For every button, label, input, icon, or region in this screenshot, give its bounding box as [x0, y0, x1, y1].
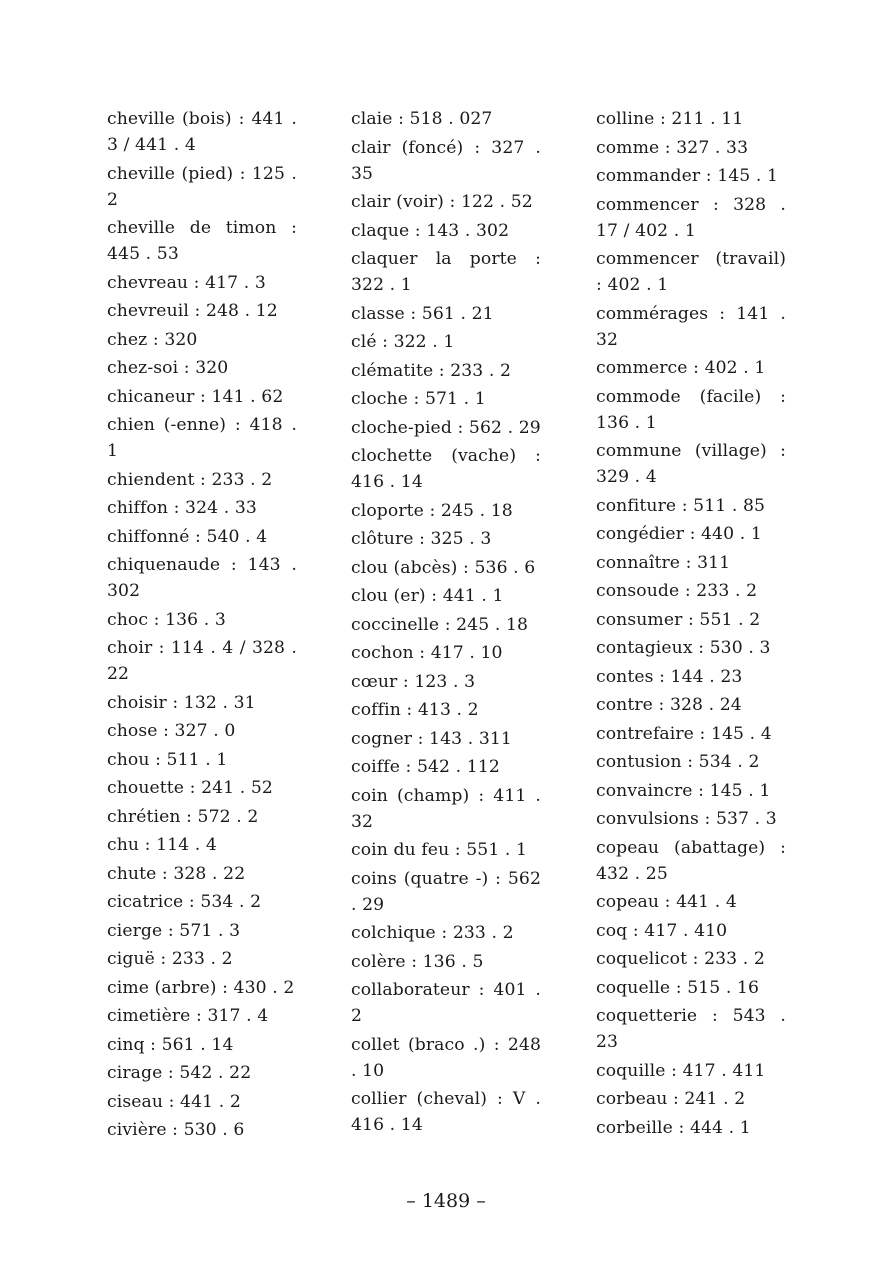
- index-entry: chicaneur : 141 . 62: [107, 386, 284, 407]
- index-entry: clair (voir) : 122 . 52: [351, 192, 533, 212]
- index-entry: coins (quatre -) : 562 . 29: [351, 868, 541, 915]
- index-entry: collet (braco .) : 248 . 10: [351, 1034, 541, 1081]
- index-entry: chevreuil : 248 . 12: [107, 301, 278, 321]
- index-entry: claie : 518 . 027: [351, 109, 493, 129]
- index-entry: comme : 327 . 33: [596, 137, 749, 158]
- index-entry: chiendent : 233 . 2: [107, 469, 273, 490]
- index-column-1: [107, 106, 297, 1146]
- index-entry: contusion : 534 . 2: [596, 752, 760, 772]
- index-entry: claquer la porte : 322 . 1: [351, 249, 541, 295]
- index-entry: contagieux : 530 . 3: [596, 638, 771, 658]
- index-entry: commerce : 402 . 1: [596, 358, 766, 378]
- index-entry: ciguë : 233 . 2: [107, 949, 233, 969]
- index-entry: chez-soi : 320: [107, 358, 229, 378]
- index-entry: coquelicot : 233 . 2: [596, 949, 765, 969]
- index-entry: coquelle : 515 . 16: [596, 977, 760, 998]
- index-entry: collier (cheval) : V . 416 . 14: [351, 1089, 541, 1135]
- index-entry: commencer : 328 . 17 / 402 . 1: [596, 194, 786, 241]
- index-entry: cheville (bois) : 441 . 3 / 441 . 4: [107, 109, 297, 155]
- index-entry: cime (arbre) : 430 . 2: [107, 977, 295, 998]
- index-entry: chute : 328 . 22: [107, 863, 246, 884]
- index-entry: chez : 320: [107, 329, 198, 350]
- index-entry: coccinelle : 245 . 18: [351, 614, 529, 635]
- index-entry: coq : 417 . 410: [596, 920, 728, 941]
- index-entry: convaincre : 145 . 1: [596, 780, 771, 801]
- index-entry: chiquenaude : 143 . 302: [107, 555, 297, 601]
- index-entry: contre : 328 . 24: [596, 695, 742, 715]
- index-entry: cierge : 571 . 3: [107, 920, 241, 941]
- index-entry: coiffe : 542 . 112: [351, 757, 500, 777]
- index-column-2: [351, 106, 541, 1141]
- index-entry: choisir : 132 . 31: [107, 692, 256, 713]
- index-entry: chose : 327 . 0: [107, 721, 236, 741]
- index-entry: cicatrice : 534 . 2: [107, 892, 262, 912]
- index-entry: copeau : 441 . 4: [596, 892, 737, 912]
- index-entry: copeau (abattage) : 432 . 25: [596, 837, 786, 884]
- index-entry: cirage : 542 . 22: [107, 1063, 252, 1083]
- index-entry: cheville de timon : 445 . 53: [107, 218, 297, 264]
- index-entry: cheville (pied) : 125 . 2: [107, 163, 297, 210]
- index-entry: congédier : 440 . 1: [596, 524, 762, 544]
- index-column-3: [596, 106, 786, 1143]
- index-entry: coquetterie : 543 . 23: [596, 1006, 786, 1052]
- index-entry: cœur : 123 . 3: [351, 671, 476, 692]
- index-entry: choc : 136 . 3: [107, 609, 226, 630]
- index-entry: colchique : 233 . 2: [351, 923, 514, 943]
- index-entry: choir : 114 . 4 / 328 . 22: [107, 638, 297, 684]
- index-entry: ciseau : 441 . 2: [107, 1091, 241, 1112]
- index-entry: chouette : 241 . 52: [107, 778, 273, 798]
- index-entry: coin (champ) : 411 . 32: [351, 785, 541, 832]
- index-entry: commune (village) : 329 . 4: [596, 441, 786, 487]
- index-entry: connaître : 311: [596, 552, 731, 573]
- index-entry: cimetière : 317 . 4: [107, 1006, 269, 1026]
- index-entry: chou : 511 . 1: [107, 749, 228, 770]
- index-entry: convulsions : 537 . 3: [596, 809, 777, 829]
- index-entry: cogner : 143 . 311: [351, 728, 512, 749]
- index-entry: confiture : 511 . 85: [596, 495, 766, 516]
- index-entry: civière : 530 . 6: [107, 1120, 245, 1140]
- index-entry: chrétien : 572 . 2: [107, 806, 259, 827]
- index-entry: chiffon : 324 . 33: [107, 498, 257, 518]
- index-entry: chu : 114 . 4: [107, 835, 217, 855]
- index-entry: coffin : 413 . 2: [351, 700, 479, 720]
- index-entry: corbeille : 444 . 1: [596, 1117, 751, 1138]
- index-entry: cloche-pied : 562 . 29: [351, 417, 541, 438]
- index-entry: contes : 144 . 23: [596, 666, 743, 687]
- index-entry: clochette (vache) : 416 . 14: [351, 446, 541, 492]
- index-entry: collaborateur : 401 . 2: [351, 980, 541, 1026]
- index-entry: clair (foncé) : 327 . 35: [351, 137, 541, 184]
- index-entry: clématite : 233 . 2: [351, 360, 512, 381]
- index-entry: contrefaire : 145 . 4: [596, 723, 772, 744]
- index-entry: clôture : 325 . 3: [351, 529, 492, 549]
- index-entry: colline : 211 . 11: [596, 109, 744, 129]
- index-entry: clou (er) : 441 . 1: [351, 586, 504, 606]
- index-entry: commencer (travail) : 402 . 1: [596, 249, 786, 295]
- index-entry: chiffonné : 540 . 4: [107, 526, 268, 547]
- index-entry: clou (abcès) : 536 . 6: [351, 557, 536, 578]
- index-entry: claque : 143 . 302: [351, 220, 510, 241]
- index-entry: coin du feu : 551 . 1: [351, 840, 528, 860]
- index-entry: cochon : 417 . 10: [351, 643, 503, 663]
- index-entry: clé : 322 . 1: [351, 332, 455, 352]
- index-entry: classe : 561 . 21: [351, 303, 494, 324]
- index-entry: chien (-enne) : 418 . 1: [107, 415, 297, 461]
- index-entry: commander : 145 . 1: [596, 166, 779, 186]
- index-entry: commérages : 141 . 32: [596, 303, 786, 350]
- index-entry: corbeau : 241 . 2: [596, 1089, 746, 1109]
- index-entry: coquille : 417 . 411: [596, 1060, 766, 1081]
- index-entry: cloporte : 245 . 18: [351, 500, 513, 521]
- index-entry: commode (facile) : 136 . 1: [596, 386, 786, 433]
- page-number: – 1489 –: [406, 1190, 486, 1212]
- index-entry: cloche : 571 . 1: [351, 389, 486, 409]
- index-entry: consoude : 233 . 2: [596, 581, 758, 601]
- index-entry: cinq : 561 . 14: [107, 1034, 234, 1055]
- index-entry: consumer : 551 . 2: [596, 609, 761, 630]
- index-entry: chevreau : 417 . 3: [107, 272, 266, 293]
- index-entry: colère : 136 . 5: [351, 951, 484, 972]
